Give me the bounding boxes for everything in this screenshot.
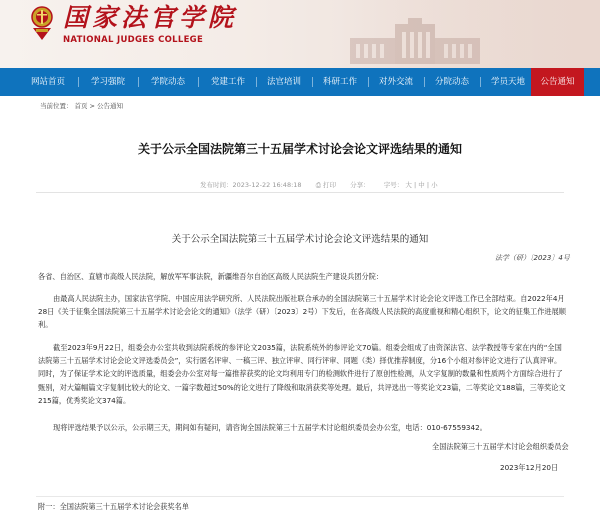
nav-item-exchange[interactable]: 对外交流 [378, 77, 413, 87]
font-size-large[interactable]: 大 [405, 181, 412, 189]
paragraph-3: 现将评选结果予以公示，公示期三天，期间如有疑问，请咨询全国法院第三十五届学术讨论组织委员会办公室，电话：010-67559342。 [53, 423, 487, 432]
breadcrumb-home-link[interactable]: 首页 [74, 102, 88, 110]
nav-item-research[interactable]: 科研工作 [322, 77, 357, 87]
attachment-link[interactable]: 附一：全国法院第三十五届学术讨论会获奖名单 [38, 502, 189, 511]
breadcrumb-current[interactable]: 公告通知 [96, 102, 123, 110]
article-meta: 发布时间：2023-12-22 16:48:18 ⎙ 打印 分享： 字号： 大 | 中 | 小 [200, 181, 438, 189]
nav-item-training[interactable]: 法官培训 [266, 77, 301, 87]
logo-name-en: NATIONAL JUDGES COLLEGE [63, 35, 204, 45]
nav-item-students[interactable]: 学员天地 [490, 77, 525, 87]
document-title: 关于公示全国法院第三十五届学术讨论会论文评选结果的通知 [171, 234, 429, 245]
page-title: 关于公示全国法院第三十五届学术讨论会论文评选结果的通知 [137, 142, 462, 156]
divider [36, 496, 564, 497]
font-size-medium[interactable]: 中 [418, 181, 425, 189]
building-illustration [340, 18, 490, 64]
breadcrumb [40, 101, 125, 110]
divider [36, 192, 564, 193]
breadcrumb-separator: > [89, 102, 95, 110]
site-header [0, 0, 600, 68]
salutation: 各省、自治区、直辖市高级人民法院，解放军军事法院，新疆维吾尔自治区高级人民法院生产建设兵团分院： [38, 272, 384, 281]
print-icon[interactable]: ⎙ [315, 181, 321, 189]
publish-time: 发布时间：2023-12-22 16:48:18 [200, 181, 302, 189]
document-number: 法学（研）〔2023〕4号 [495, 254, 570, 262]
print-link[interactable]: 打印 [322, 181, 336, 189]
nav-item-party[interactable]: 党建工作 [210, 77, 245, 87]
logo-name-cn[interactable]: 国家法官学院 [63, 3, 238, 32]
paragraph-2: 截至2023年9月22日，组委会办公室共收到法院系统的参评论文2035篇，法院系统外的参评论文70篇。组委会组成了由资深法官、法学教授等专家在内的“全国法院第三十五届学术讨论会论文评选委员会”，实行匿名评审、一稿三评、独立评审、同行评审、同题（类）择优推荐制度，分16个小组对参评论文进行了认真评审。同时，为了保证学术论文的评选质量，组委会办公室对每一篇推荐获奖的论文均利用专门的检测软件进行了原创性检测，从文字复制的数量和性质两个方面综合进行了甄别，对大篇幅篇文字复制比较大的论文、一篇字数超过50%的论文进行了降级和取消获奖等处理。最后，共评选出一等奖论文23篇，二等奖论文188篇，三等奖论文215篇，优秀奖论文374篇。 [38, 343, 566, 405]
main-nav [0, 68, 600, 96]
nav-item-branch-news[interactable]: 分院动态 [434, 77, 469, 87]
paragraph-1: 由最高人民法院主办，国家法官学院、中国应用法学研究所、人民法院出版社联合承办的全国法院第三十五届学术讨论会论文评选工作已全部结束。自2022年4月28日《关于征集全国法院第三十五届学术讨论会论文的通知》（法学（研）〔2023〕2号）下发后，在各高级人民法院的高度重视和精心组织下，论文的征集工作进展顺利。 [38, 294, 566, 330]
issue-date: 2023年12月20日 [500, 463, 559, 472]
font-size-small[interactable]: 小 [431, 181, 438, 189]
nav-item-study[interactable]: 学习强院 [90, 77, 125, 87]
nav-item-college-news[interactable]: 学院动态 [150, 77, 185, 87]
nav-item-home[interactable]: 网站首页 [30, 77, 65, 87]
share-label: 分享： [350, 181, 370, 189]
court-emblem-icon [31, 4, 53, 42]
breadcrumb-label: 当前位置： [40, 102, 73, 110]
signature: 全国法院第三十五届学术讨论会组织委员会 [432, 442, 569, 451]
font-size-label: 字号： [383, 181, 404, 189]
nav-item-announcements[interactable]: 公告通知 [531, 68, 584, 96]
